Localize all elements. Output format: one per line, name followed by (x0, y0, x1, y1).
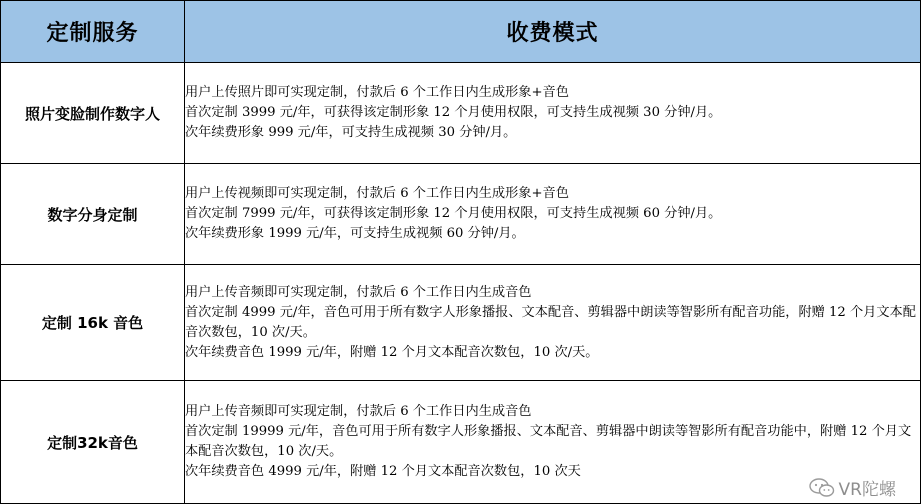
service-name-cell: 定制 16k 音色 (1, 265, 185, 381)
header-fee-model: 收费模式 (185, 1, 921, 63)
header-service: 定制服务 (1, 1, 185, 63)
watermark-text: VR陀螺 (838, 480, 896, 500)
fee-line: 用户上传视频即可实现定制，付款后 6 个工作日内生成形象+音色 (185, 186, 569, 201)
fee-line: 次年续费形象 999 元/年，可支持生成视频 30 分钟/月。 (185, 125, 517, 140)
fee-line: 次年续费形象 1999 元/年，可支持生成视频 60 分钟/月。 (185, 226, 525, 241)
table-row (1, 164, 921, 265)
fee-line: 首次定制 4999 元/年，音色可用于所有数字人形象播报、文本配音、剪辑器中朗读等智影所有配音功能，附赠 12 个月文本配音次数包，10 次/天。 (185, 304, 916, 340)
fee-description-cell (185, 63, 921, 164)
fee-line: 首次定制 7999 元/年，可获得该定制形象 12 个月使用权限，可支持生成视频 60 分钟/月。 (185, 206, 722, 221)
header-row (1, 1, 921, 63)
service-name-cell: 照片变脸制作数字人 (1, 63, 185, 164)
fee-line: 用户上传照片即可实现定制，付款后 6 个工作日内生成形象+音色 (185, 85, 569, 100)
fee-line: 首次定制 3999 元/年，可获得该定制形象 12 个月使用权限，可支持生成视频 30 分钟/月。 (185, 105, 722, 120)
fee-description-cell (185, 265, 921, 381)
fee-line: 次年续费音色 1999 元/年，附赠 12 个月文本配音次数包，10 次/天。 (185, 344, 599, 360)
fee-description-cell (185, 164, 921, 265)
fee-line: 首次定制 19999 元/年，音色可用于所有数字人形象播报、文本配音、剪辑器中朗读等智影所有配音功能中，附赠 12 个月文本配音次数包，10 次/天。 (185, 424, 912, 459)
service-name-cell: 定制32k音色 (1, 381, 185, 504)
wechat-icon (809, 478, 835, 498)
service-name-cell: 数字分身定制 (1, 164, 185, 265)
table-row (1, 63, 921, 164)
fee-line: 用户上传音频即可实现定制，付款后 6 个工作日内生成音色 (185, 284, 532, 300)
fee-line: 次年续费音色 4999 元/年，附赠 12 个月文本配音次数包，10 次天 (185, 464, 581, 479)
table-row (1, 381, 921, 504)
table-row (1, 265, 921, 381)
fee-line: 用户上传音频即可实现定制，付款后 6 个工作日内生成音色 (185, 404, 532, 419)
watermark (809, 475, 896, 500)
